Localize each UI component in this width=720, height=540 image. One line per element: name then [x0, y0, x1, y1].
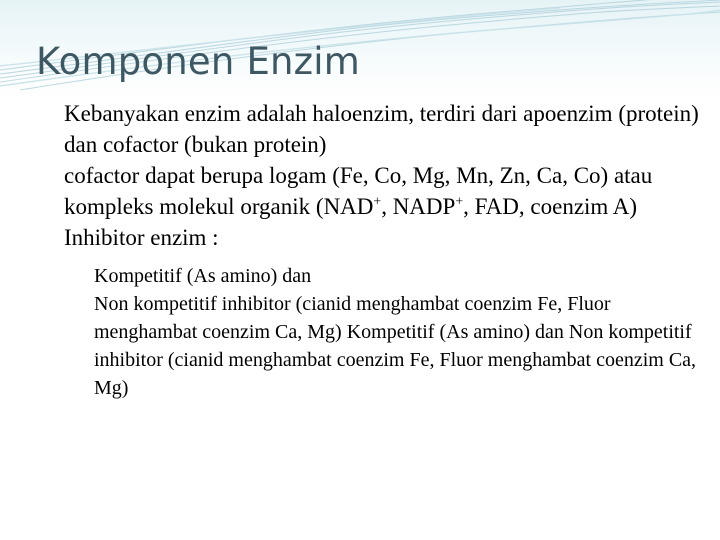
bullet-text-part: , NADP [381, 194, 456, 219]
sub-bullet-item [76, 290, 704, 402]
bullet-text: Kebanyakan enzim adalah haloenzim, terdiri dari apoenzim (protein) dan cofactor (bukan protein) [64, 101, 699, 157]
sub-bullet-text: Kompetitif (As amino) dan [94, 265, 312, 287]
sub-bullet-item [76, 262, 704, 290]
bullet-text-part: cofactor dapat berupa logam (Fe, Co, Mg, Mn, Zn, Ca, Co) atau kompleks molekul organik (NAD [64, 163, 653, 219]
bullet-item [44, 222, 704, 253]
bullet-text: Inhibitor enzim : [64, 225, 219, 250]
page-title: Komponen Enzim [36, 40, 361, 83]
bullet-item [44, 98, 704, 160]
slide-content [44, 98, 704, 402]
sub-bullet-text: Non kompetitif inhibitor (cianid menghambat coenzim Fe, Fluor menghambat coenzim Ca, Mg) Kompetitif (As amino) dan Non kompetitif inhibitor (cianid menghambat coenzim Fe, Fluor menghambat coenzim Ca, Mg) [94, 293, 697, 399]
bullet-text-part: , FAD, coenzim A) [463, 194, 638, 219]
superscript: + [373, 193, 382, 209]
superscript: + [455, 193, 464, 209]
bullet-item [44, 160, 704, 222]
header-banner [0, 0, 720, 98]
